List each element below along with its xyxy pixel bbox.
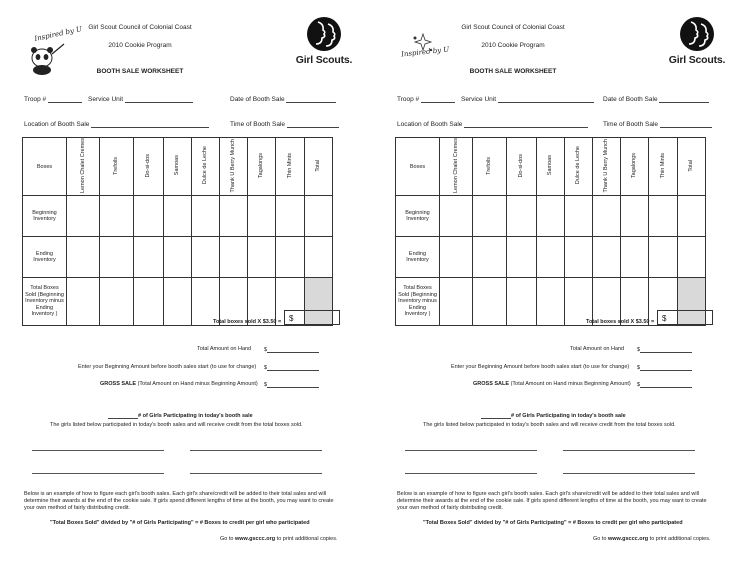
girl-name-line[interactable] xyxy=(563,449,695,451)
beginning-amount-field[interactable]: $ xyxy=(637,364,692,371)
entry-cell[interactable] xyxy=(507,278,537,326)
girl-name-line[interactable] xyxy=(190,449,322,451)
amount-on-hand-label: Total Amount on Hand xyxy=(197,346,252,352)
inspired-logo-text: Inspired by U xyxy=(33,25,83,43)
date-input-line[interactable] xyxy=(659,95,709,103)
troop-input-line[interactable] xyxy=(421,95,455,103)
entry-cell[interactable] xyxy=(537,196,565,237)
location-field xyxy=(397,120,588,128)
girl-name-line[interactable] xyxy=(563,472,695,474)
entry-cell[interactable] xyxy=(537,237,565,278)
entry-cell[interactable] xyxy=(507,237,537,278)
column-header: Trefoils xyxy=(100,138,134,196)
girl-name-line[interactable] xyxy=(405,472,537,474)
girl-name-line[interactable] xyxy=(405,449,537,451)
entry-cell[interactable] xyxy=(305,196,333,237)
boxes-sold-label: Total boxes sold X $3.50 = xyxy=(586,319,655,325)
entry-cell[interactable] xyxy=(164,237,192,278)
column-header: Do-si-dos xyxy=(507,138,537,196)
website-link[interactable]: www.gsccc.org xyxy=(234,536,276,542)
column-header: Thin Mints xyxy=(649,138,678,196)
gross-sale-label: GROSS SALE (Total Amount on Hand minus Beginning Amount) xyxy=(100,381,258,387)
trefoil-profiles-icon xyxy=(288,16,360,54)
column-header: Thank U Berry Munch xyxy=(220,138,248,196)
entry-cell[interactable] xyxy=(248,237,276,278)
service-unit-input-line[interactable] xyxy=(125,95,193,103)
inspired-by-u-logo xyxy=(20,25,83,76)
row-header: Ending Inventory xyxy=(23,237,67,278)
entry-cell[interactable] xyxy=(507,196,537,237)
entry-cell[interactable] xyxy=(473,196,507,237)
entry-cell[interactable] xyxy=(305,237,333,278)
row-header: Total Boxes Sold (Beginning Inventory minus Ending Inventory ) xyxy=(23,278,67,326)
formula-text: "Total Boxes Sold" divided by "# of Girls Participating" = # Boxes to credit per girl who participated xyxy=(50,520,310,526)
girl-scouts-logo xyxy=(661,16,733,70)
gross-sale-label: GROSS SALE (Total Amount on Hand minus Beginning Amount) xyxy=(473,381,631,387)
entry-cell[interactable] xyxy=(220,196,248,237)
entry-cell[interactable] xyxy=(678,237,706,278)
entry-cell[interactable] xyxy=(134,196,164,237)
example-line-3: your own method of fairly distributing credit. xyxy=(397,505,504,511)
entry-cell[interactable] xyxy=(593,196,621,237)
beginning-amount-field[interactable]: $ xyxy=(264,364,319,371)
row-header: Beginning Inventory xyxy=(396,196,440,237)
worksheet-left xyxy=(20,0,366,568)
beginning-amount-label: Enter your Beginning Amount before booth sales start (to use for change) xyxy=(78,364,257,370)
girl-name-line[interactable] xyxy=(190,472,322,474)
example-line-3: your own method of fairly distributing credit. xyxy=(24,505,131,511)
service-unit-field xyxy=(88,95,193,103)
time-input-line[interactable] xyxy=(287,120,339,128)
girls-count-field[interactable]: # of Girls Participating in today's booth sale xyxy=(108,412,253,419)
date-label: Date of Booth Sale xyxy=(230,96,285,103)
example-line-1: Below is an example of how to figure each girl's booth sales. Each girl's share/credit will be added to their total sales and will xyxy=(24,491,327,497)
troop-label: Troop # xyxy=(24,96,47,103)
date-field xyxy=(603,95,709,103)
website-link[interactable]: www.gsccc.org xyxy=(607,536,649,542)
girls-note: The girls listed below participated in today's booth sales and will receive credit from the total boxes sold. xyxy=(423,422,676,428)
amount-on-hand-field[interactable]: $ xyxy=(264,346,319,353)
column-header: Dulce de Leche xyxy=(565,138,593,196)
entry-cell[interactable] xyxy=(537,278,565,326)
date-label: Date of Booth Sale xyxy=(603,96,658,103)
girls-note: The girls listed below participated in today's booth sales and will receive credit from the total boxes sold. xyxy=(50,422,303,428)
time-field xyxy=(230,120,339,128)
date-field xyxy=(230,95,336,103)
entry-cell[interactable] xyxy=(100,196,134,237)
entry-cell[interactable] xyxy=(649,237,678,278)
total-dollar-box[interactable]: $ xyxy=(284,310,340,325)
formula-text: "Total Boxes Sold" divided by "# of Girls Participating" = # Boxes to credit per girl who participated xyxy=(423,520,683,526)
entry-cell[interactable] xyxy=(192,237,220,278)
row-header: Total Boxes Sold (Beginning Inventory minus Ending Inventory ) xyxy=(396,278,440,326)
entry-cell[interactable] xyxy=(473,237,507,278)
column-header: Trefoils xyxy=(473,138,507,196)
entry-cell[interactable] xyxy=(248,196,276,237)
entry-cell[interactable] xyxy=(593,237,621,278)
girl-name-line[interactable] xyxy=(32,472,164,474)
row-header: Beginning Inventory xyxy=(23,196,67,237)
location-label: Location of Booth Sale xyxy=(397,121,463,128)
girl-scouts-logo xyxy=(288,16,360,70)
corner-cell: Boxes xyxy=(396,138,440,196)
entry-cell[interactable] xyxy=(678,196,706,237)
service-unit-label: Service Unit xyxy=(461,96,497,103)
service-unit-input-line[interactable] xyxy=(498,95,594,103)
entry-cell[interactable] xyxy=(276,196,305,237)
troop-input-line[interactable] xyxy=(48,95,82,103)
troop-label: Troop # xyxy=(397,96,420,103)
service-unit-field xyxy=(461,95,594,103)
column-header: Lemon Chalet Cremes xyxy=(67,138,100,196)
table-row xyxy=(396,196,706,237)
brand-name: Girl Scouts. xyxy=(668,54,726,66)
time-label: Time of Booth Sale xyxy=(230,121,286,128)
column-header: Total xyxy=(305,138,333,196)
column-header: Lemon Chalet Cremes xyxy=(440,138,473,196)
inspired-by-u-logo xyxy=(393,26,453,76)
entry-cell[interactable] xyxy=(473,278,507,326)
entry-cell[interactable] xyxy=(67,237,100,278)
column-header: Total xyxy=(678,138,706,196)
date-input-line[interactable] xyxy=(286,95,336,103)
inspired-logo-text: Inspired by U xyxy=(400,45,450,59)
corner-cell: Boxes xyxy=(23,138,67,196)
entry-cell[interactable] xyxy=(220,237,248,278)
example-line-2: determine their awards at the end of the cookie sale. If girls spend different lengths of time at the booth, you may want to create xyxy=(24,498,334,504)
column-header: Samoas xyxy=(537,138,565,196)
time-input-line[interactable] xyxy=(660,120,712,128)
girls-count-field[interactable]: # of Girls Participating in today's booth sale xyxy=(481,412,626,419)
entry-cell[interactable] xyxy=(440,237,473,278)
entry-cell[interactable] xyxy=(67,196,100,237)
entry-cell[interactable] xyxy=(276,237,305,278)
entry-cell[interactable] xyxy=(565,196,593,237)
example-line-2: determine their awards at the end of the cookie sale. If girls spend different lengths of time at the booth, you may want to create xyxy=(397,498,707,504)
entry-cell[interactable] xyxy=(164,196,192,237)
inventory-table xyxy=(395,137,706,326)
council-name: Girl Scout Council of Colonial Coast xyxy=(88,24,192,31)
entry-cell[interactable] xyxy=(192,196,220,237)
column-header: Thin Mints xyxy=(276,138,305,196)
location-field xyxy=(24,120,209,128)
column-header: Samoas xyxy=(164,138,192,196)
column-header: Tagalongs xyxy=(248,138,276,196)
gross-sale-field[interactable]: $ xyxy=(264,381,319,388)
entry-cell[interactable] xyxy=(134,237,164,278)
total-dollar-box[interactable]: $ xyxy=(657,310,713,325)
column-header: Dulce de Leche xyxy=(192,138,220,196)
gross-sale-field[interactable]: $ xyxy=(637,381,692,388)
entry-cell[interactable] xyxy=(440,278,473,326)
girl-name-line[interactable] xyxy=(32,449,164,451)
location-label: Location of Booth Sale xyxy=(24,121,90,128)
inventory-table xyxy=(22,137,333,326)
time-label: Time of Booth Sale xyxy=(603,121,659,128)
table-header-row xyxy=(396,138,706,196)
website-note: Go to www.gsccc.org to print additional copies. xyxy=(220,536,338,542)
table-row xyxy=(23,196,333,237)
worksheet-title: BOOTH SALE WORKSHEET xyxy=(96,68,184,75)
brand-name: Girl Scouts. xyxy=(295,54,353,66)
location-input-line[interactable] xyxy=(464,120,588,128)
column-header: Do-si-dos xyxy=(134,138,164,196)
trefoil-profiles-icon xyxy=(661,16,733,54)
entry-cell[interactable] xyxy=(649,196,678,237)
council-name: Girl Scout Council of Colonial Coast xyxy=(461,24,565,31)
entry-cell[interactable] xyxy=(67,278,100,326)
table-header-row xyxy=(23,138,333,196)
beginning-amount-label: Enter your Beginning Amount before booth sales start (to use for change) xyxy=(451,364,630,370)
location-input-line[interactable] xyxy=(91,120,209,128)
column-header: Thank U Berry Munch xyxy=(593,138,621,196)
entry-cell[interactable] xyxy=(134,278,164,326)
program-name: 2010 Cookie Program xyxy=(108,42,172,49)
program-name: 2010 Cookie Program xyxy=(481,42,545,49)
amount-on-hand-label: Total Amount on Hand xyxy=(570,346,625,352)
table-row xyxy=(23,237,333,278)
entry-cell[interactable] xyxy=(100,237,134,278)
example-line-1: Below is an example of how to figure each girl's booth sales. Each girl's share/credit will be added to their total sales and will xyxy=(397,491,700,497)
table-row xyxy=(396,237,706,278)
website-note: Go to www.gsccc.org to print additional copies. xyxy=(593,536,711,542)
boxes-sold-label: Total boxes sold X $3.50 = xyxy=(213,319,282,325)
entry-cell[interactable] xyxy=(164,278,192,326)
troop-field xyxy=(397,95,455,103)
entry-cell[interactable] xyxy=(440,196,473,237)
amount-on-hand-field[interactable]: $ xyxy=(637,346,692,353)
worksheet-right xyxy=(393,0,735,568)
time-field xyxy=(603,120,712,128)
worksheet-title: BOOTH SALE WORKSHEET xyxy=(469,68,557,75)
troop-field xyxy=(24,95,82,103)
row-header: Ending Inventory xyxy=(396,237,440,278)
column-header: Tagalongs xyxy=(621,138,649,196)
entry-cell[interactable] xyxy=(100,278,134,326)
entry-cell[interactable] xyxy=(621,237,649,278)
entry-cell[interactable] xyxy=(621,196,649,237)
service-unit-label: Service Unit xyxy=(88,96,124,103)
entry-cell[interactable] xyxy=(565,237,593,278)
